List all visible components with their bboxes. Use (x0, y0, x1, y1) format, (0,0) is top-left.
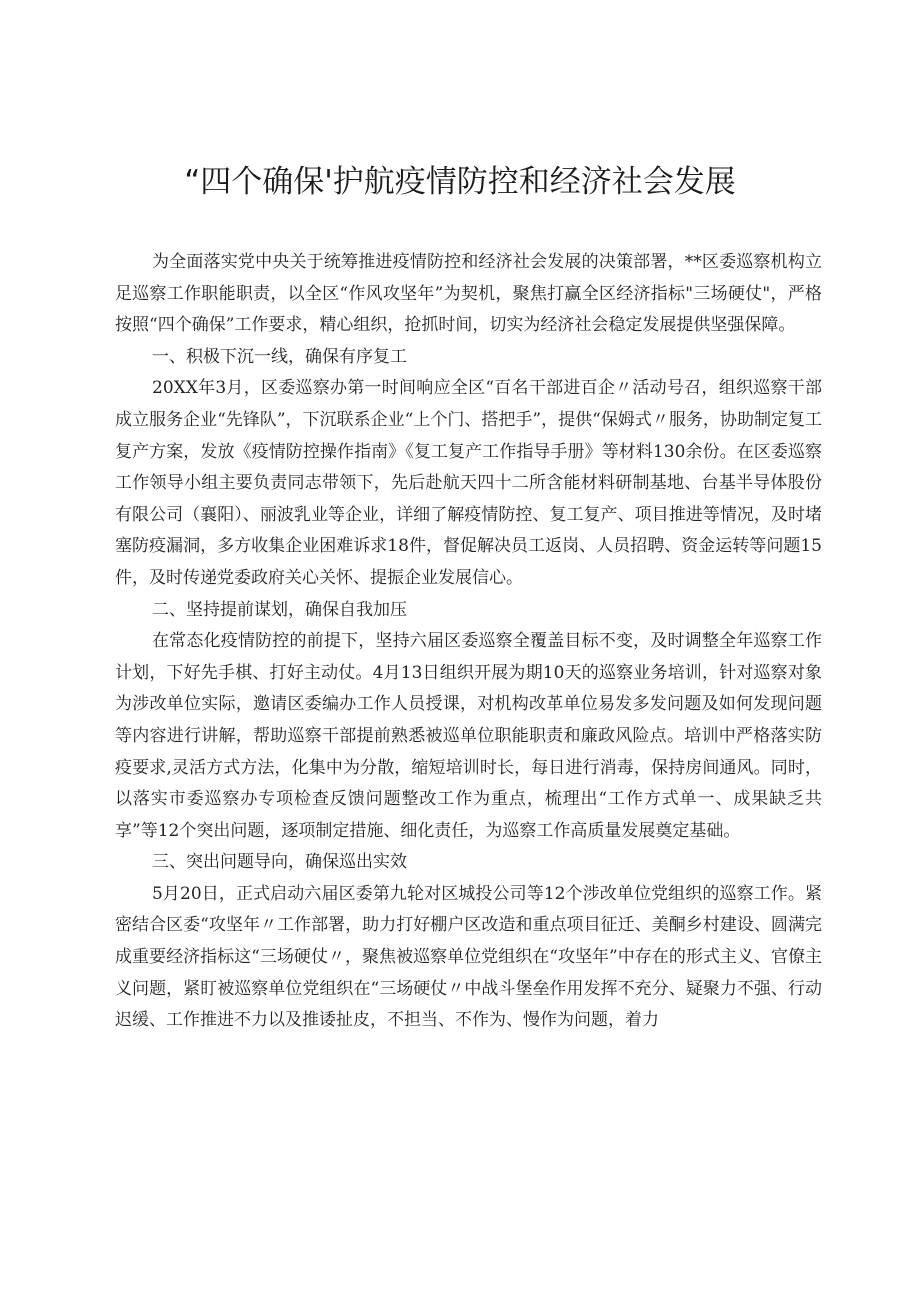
intro-paragraph: 为全面落实党中央关于统筹推进疫情防控和经济社会发展的决策部署，**区委巡察机构立足巡察工作职能职责，以全区“作风攻坚年”为契机，聚焦打赢全区经济指标"三场硬仗"，严格按照“四个确保”工作要求，精心组织，抢抓时间，切实为经济社会稳定发展提供坚强保障。 (115, 252, 822, 336)
section-2-paragraph: 在常态化疫情防控的前提下，坚持六届区委巡察全覆盖目标不变，及时调整全年巡察工作计划，下好先手棋、打好主动仗。4月13日组织开展为期10天的巡察业务培训，针对巡察对象为涉改单位实际，邀请区委编办工作人员授课，对机构改革单位易发多发问题及如何发现问题等内容进行讲解，帮助巡察干部提前熟悉被巡单位职能职责和廉政风险点。培训中严格落实防疫要求,灵活方式方法，化集中为分散，缩短培训时长，每日进行消毒，保持房间通风。同时，以落实市委巡察办专项检查反馈问题整改工作为重点，梳理出“工作方式单一、成果缺乏共享”等12个突出问题，逐项制定措施、细化责任，为巡察工作高质量发展奠定基础。 (115, 631, 822, 841)
section-3-paragraph: 5月20日，正式启动六届区委第九轮对区城投公司等12个涉改单位党组织的巡察工作。紧密结合区委“攻坚年〃工作部署，助力打好棚户区改造和重点项目征迁、美酮乡村建设、圆满完成重要经济指标这“三场硬仗〃，聚焦被巡察单位党组织在“攻坚年”中存在的形式主义、官僚主义问题，紧盯被巡察单位党组织在“三场硬仗〃中战斗堡垒作用发挥不充分、疑聚力不强、行动迟缓、工作推进不力以及推诿扯皮，不担当、不作为、慢作为问题，着力 (115, 883, 822, 1031)
section-heading-3: 三、突出问题导向，确保巡出实效 (152, 852, 407, 873)
section-heading-1: 一、积极下沉一线，确保有序复工 (152, 346, 407, 367)
document-body (115, 247, 822, 1037)
section-heading-2: 二、坚持提前谋划，确保自我加压 (152, 599, 407, 620)
document-title: “四个确保'护航疫情防控和经济社会发展 (184, 164, 736, 200)
section-1-paragraph: 20XX年3月，区委巡察办第一时间响应全区“百名干部进百企〃活动号召，组织巡察干部成立服务企业“先锋队”，下沉联系企业“上个门、搭把手”，提供“保姆式〃服务，协助制定复工复产方案，发放《疫情防控操作指南》《复工复产工作指导手册》等材料130余份。在区委巡察工作领导小组主要负责同志带领下，先后赴航天四十二所含能材料研制基地、台基半导体股份有限公司（襄阳）、丽波乳业等企业，详细了解疫情防控、复工复产、项目推进等情况，及时堵塞防疫漏洞，多方收集企业困难诉求18件，督促解决员工返岗、人员招聘、资金运转等问题15件，及时传递党委政府关心关怀、提振企业发展信心。 (115, 378, 822, 588)
